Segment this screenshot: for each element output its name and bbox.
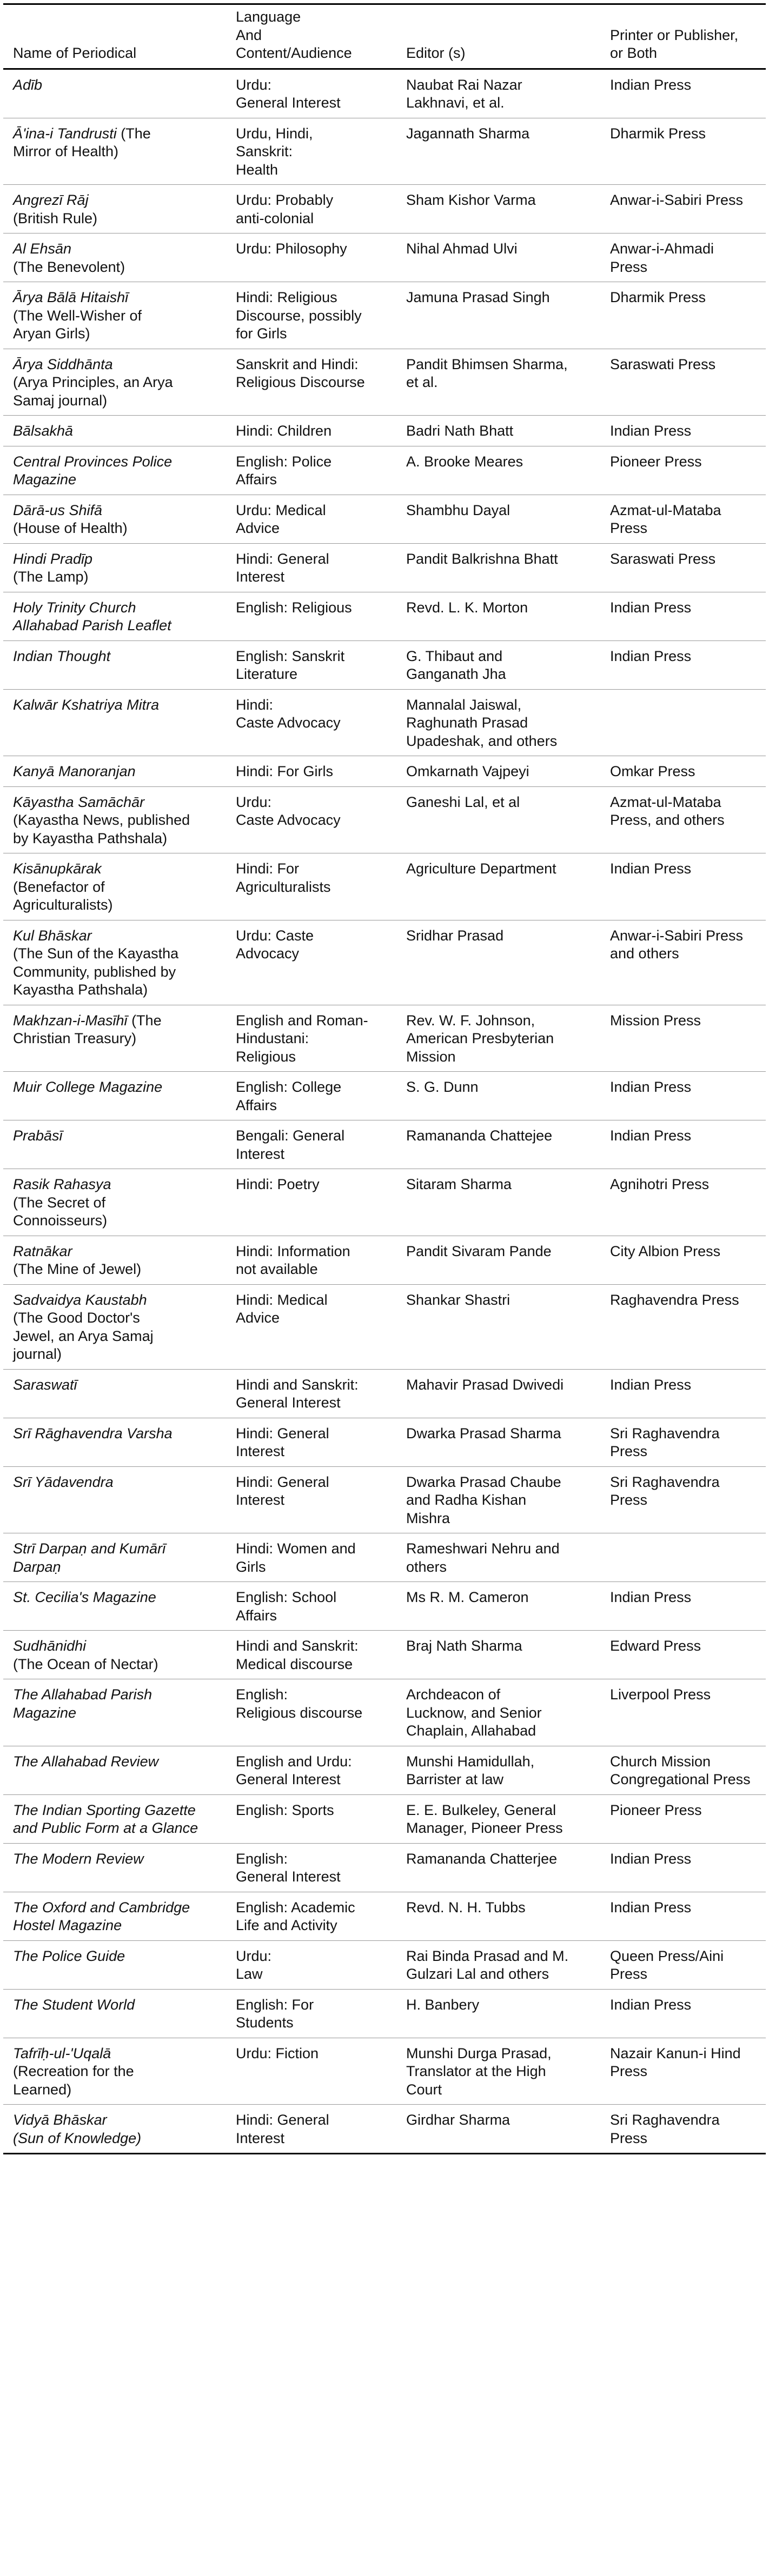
language-content-cell: Hindi: Poetry [226, 1169, 396, 1236]
periodical-name: Ārya Bālā Hitaishī [13, 289, 129, 305]
printer-publisher-cell: City Albion Press [600, 1236, 766, 1284]
printer-publisher-cell: Indian Press [600, 1892, 766, 1940]
periodical-name: Angrezī Rāj [13, 192, 89, 208]
periodical-name: Vidyā Bhāskar (Sun of Knowledge) [13, 2112, 142, 2146]
table-body [3, 69, 766, 2154]
editor-cell: Munshi Durga Prasad, Translator at the High Court [396, 2038, 600, 2105]
periodical-name-cell [3, 853, 226, 920]
periodical-name-cell [3, 118, 226, 185]
periodical-name: Strī Darpaṇ and Kumārī Darpaṇ [13, 1540, 166, 1575]
language-content-cell: Urdu, Hindi, Sanskrit: Health [226, 118, 396, 185]
language-content-cell: Hindi: For Girls [226, 756, 396, 787]
periodical-name-cell [3, 1466, 226, 1533]
periodical-name: Muir College Magazine [13, 1079, 163, 1095]
periodical-translation: (Kayastha News, published by Kayastha Pathshala) [13, 812, 190, 846]
language-content-cell: Urdu: Philosophy [226, 233, 396, 282]
printer-publisher-cell: Sri Raghavendra Press [600, 1466, 766, 1533]
table-row [3, 233, 766, 282]
periodical-name: Kāyastha Samāchār [13, 793, 145, 810]
table-row [3, 1892, 766, 1940]
language-content-cell: English: Religious [226, 592, 396, 640]
periodical-translation: (The Mirror of Health) [13, 125, 151, 159]
language-content-cell: Urdu: Fiction [226, 2038, 396, 2105]
periodical-name-cell [3, 920, 226, 1005]
table-row [3, 853, 766, 920]
printer-publisher-cell [600, 1533, 766, 1582]
printer-publisher-cell: Azmat-ul-Mataba Press [600, 495, 766, 543]
editor-cell: S. G. Dunn [396, 1072, 600, 1120]
language-content-cell: English: Police Affairs [226, 446, 396, 495]
language-content-cell: Urdu: Caste Advocacy [226, 786, 396, 853]
periodical-name-cell [3, 1940, 226, 1989]
printer-publisher-cell: Indian Press [600, 416, 766, 446]
editor-cell: Pandit Bhimsen Sharma, et al. [396, 349, 600, 416]
language-content-cell: Hindi: General Interest [226, 1466, 396, 1533]
printer-publisher-cell: Pioneer Press [600, 446, 766, 495]
periodical-name: Ratnākar [13, 1243, 72, 1259]
editor-cell: Dwarka Prasad Chaube and Radha Kishan Mishra [396, 1466, 600, 1533]
editor-cell: Naubat Rai Nazar Lakhnavi, et al. [396, 69, 600, 118]
editor-cell: Rev. W. F. Johnson, American Presbyterian Mission [396, 1005, 600, 1072]
language-content-cell: Hindi and Sanskrit: General Interest [226, 1369, 396, 1418]
language-content-cell: English: Sanskrit Literature [226, 640, 396, 689]
language-content-cell: English and Roman- Hindustani: Religious [226, 1005, 396, 1072]
printer-publisher-cell: Omkar Press [600, 756, 766, 787]
header-editors: Editor (s) [396, 4, 600, 69]
periodical-name-cell [3, 1843, 226, 1892]
table-row [3, 446, 766, 495]
editor-cell: E. E. Bulkeley, General Manager, Pioneer Press [396, 1794, 600, 1843]
language-content-cell: Urdu: Law [226, 1940, 396, 1989]
printer-publisher-cell: Anwar-i-Sabiri Press and others [600, 920, 766, 1005]
printer-publisher-cell: Saraswati Press [600, 543, 766, 592]
table-row [3, 1794, 766, 1843]
periodical-name-cell [3, 69, 226, 118]
periodical-translation: (The Ocean of Nectar) [13, 1656, 158, 1672]
language-content-cell: Urdu: Medical Advice [226, 495, 396, 543]
editor-cell: Rai Binda Prasad and M. Gulzari Lal and others [396, 1940, 600, 1989]
table-row [3, 1843, 766, 1892]
periodical-name: Indian Thought [13, 648, 111, 664]
periodical-name-cell [3, 2105, 226, 2154]
periodical-name: The Oxford and Cambridge Hostel Magazine [13, 1899, 190, 1933]
table-row [3, 1369, 766, 1418]
language-content-cell: English: For Students [226, 1989, 396, 2038]
language-content-cell: Hindi: General Interest [226, 1418, 396, 1466]
language-content-cell: Hindi: Women and Girls [226, 1533, 396, 1582]
periodical-name-cell [3, 1005, 226, 1072]
language-content-cell: English: College Affairs [226, 1072, 396, 1120]
table-row [3, 920, 766, 1005]
printer-publisher-cell: Agnihotri Press [600, 1169, 766, 1236]
table-row [3, 69, 766, 118]
editor-cell: Revd. L. K. Morton [396, 592, 600, 640]
periodical-name-cell [3, 1236, 226, 1284]
periodical-name: Dārā-us Shifā [13, 502, 103, 518]
language-content-cell: Bengali: General Interest [226, 1120, 396, 1169]
periodical-translation: (The Sun of the Kayastha Community, published by Kayastha Pathshala) [13, 945, 179, 998]
periodical-name: Al Ehsān [13, 241, 72, 257]
header-row [3, 4, 766, 69]
table-row [3, 2105, 766, 2154]
periodical-name-cell [3, 185, 226, 233]
editor-cell: Revd. N. H. Tubbs [396, 1892, 600, 1940]
periodical-name-cell [3, 1679, 226, 1746]
table-row [3, 416, 766, 446]
language-content-cell: English and Urdu: General Interest [226, 1746, 396, 1794]
language-content-cell: Hindi: Caste Advocacy [226, 689, 396, 756]
table-row [3, 1466, 766, 1533]
editor-cell: Pandit Sivaram Pande [396, 1236, 600, 1284]
language-content-cell: English: School Affairs [226, 1582, 396, 1631]
editor-cell: Nihal Ahmad Ulvi [396, 233, 600, 282]
periodical-name-cell [3, 282, 226, 349]
table-row [3, 349, 766, 416]
periodical-name-cell [3, 1418, 226, 1466]
editor-cell: H. Banbery [396, 1989, 600, 2038]
periodical-name: Hindi Pradīp [13, 550, 93, 567]
table-row [3, 543, 766, 592]
language-content-cell: Hindi: General Interest [226, 543, 396, 592]
language-content-cell: Hindi: Religious Discourse, possibly for Girls [226, 282, 396, 349]
periodical-name: Ārya Siddhānta [13, 356, 113, 372]
editor-cell: Badri Nath Bhatt [396, 416, 600, 446]
periodical-name: Makhzan-i-Masīhī [13, 1012, 128, 1029]
printer-publisher-cell: Queen Press/Aini Press [600, 1940, 766, 1989]
printer-publisher-cell: Mission Press [600, 1005, 766, 1072]
printer-publisher-cell [600, 689, 766, 756]
table-row [3, 1533, 766, 1582]
editor-cell: Jamuna Prasad Singh [396, 282, 600, 349]
printer-publisher-cell: Indian Press [600, 592, 766, 640]
editor-cell: Mannalal Jaiswal, Raghunath Prasad Upadeshak, and others [396, 689, 600, 756]
table-row [3, 118, 766, 185]
periodical-translation: (Benefactor of Agriculturalists) [13, 878, 113, 913]
periodical-name-cell [3, 786, 226, 853]
periodical-translation: (The Well-Wisher of Aryan Girls) [13, 307, 142, 342]
periodical-name: Saraswatī [13, 1376, 77, 1393]
printer-publisher-cell: Saraswati Press [600, 349, 766, 416]
printer-publisher-cell: Indian Press [600, 1989, 766, 2038]
periodical-name-cell [3, 1794, 226, 1843]
periodical-translation: (The Lamp) [13, 569, 89, 585]
editor-cell: Ramananda Chatterjee [396, 1843, 600, 1892]
table-row [3, 689, 766, 756]
periodical-translation: (The Secret of Connoisseurs) [13, 1194, 108, 1229]
editor-cell: Shankar Shastri [396, 1284, 600, 1369]
periodical-name: Bālsakhā [13, 423, 74, 439]
editor-cell: Shambhu Dayal [396, 495, 600, 543]
periodical-name-cell [3, 1582, 226, 1631]
language-content-cell: English: Sports [226, 1794, 396, 1843]
editor-cell: Sitaram Sharma [396, 1169, 600, 1236]
editor-cell: Agriculture Department [396, 853, 600, 920]
printer-publisher-cell: Dharmik Press [600, 282, 766, 349]
periodical-name-cell [3, 1369, 226, 1418]
periodical-name: The Allahabad Parish Magazine [13, 1686, 153, 1721]
periodical-name-cell [3, 2038, 226, 2105]
table-row [3, 1989, 766, 2038]
periodical-name: Tafrīḥ-ul-'Uqalā [13, 2045, 111, 2061]
printer-publisher-cell: Liverpool Press [600, 1679, 766, 1746]
periodical-name: Srī Yādavendra [13, 1473, 114, 1490]
language-content-cell: English: Religious discourse [226, 1679, 396, 1746]
printer-publisher-cell: Indian Press [600, 1072, 766, 1120]
table-row [3, 1679, 766, 1746]
printer-publisher-cell: Raghavendra Press [600, 1284, 766, 1369]
editor-cell: Sridhar Prasad [396, 920, 600, 1005]
periodical-name-cell [3, 349, 226, 416]
periodical-name: Kalwār Kshatriya Mitra [13, 696, 160, 713]
periodical-name: Sudhānidhi [13, 1638, 87, 1654]
editor-cell: Dwarka Prasad Sharma [396, 1418, 600, 1466]
table-row [3, 1940, 766, 1989]
table-header [3, 4, 766, 69]
periodical-name: St. Cecilia's Magazine [13, 1589, 156, 1605]
language-content-cell: Urdu: General Interest [226, 69, 396, 118]
printer-publisher-cell: Azmat-ul-Mataba Press, and others [600, 786, 766, 853]
editor-cell: Mahavir Prasad Dwivedi [396, 1369, 600, 1418]
periodical-name-cell [3, 416, 226, 446]
periodical-name-cell [3, 1892, 226, 1940]
table-row [3, 756, 766, 787]
periodical-name-cell [3, 1169, 226, 1236]
periodical-translation: (Recreation for the Learned) [13, 2063, 134, 2098]
table-row [3, 1746, 766, 1794]
periodical-name: Kanyā Manoranjan [13, 763, 136, 779]
editor-cell: Pandit Balkrishna Bhatt [396, 543, 600, 592]
periodical-name: Prabāsī [13, 1127, 63, 1144]
periodical-name: The Modern Review [13, 1850, 144, 1867]
periodical-name-cell [3, 592, 226, 640]
periodical-name: Kul Bhāskar [13, 927, 92, 944]
editor-cell: Ramananda Chattejee [396, 1120, 600, 1169]
editor-cell: Munshi Hamidullah, Barrister at law [396, 1746, 600, 1794]
periodical-name: The Allahabad Review [13, 1753, 159, 1770]
periodical-name: Rasik Rahasya [13, 1176, 111, 1192]
table-row [3, 1236, 766, 1284]
printer-publisher-cell: Indian Press [600, 69, 766, 118]
periodical-name-cell [3, 1533, 226, 1582]
periodical-translation: (Arya Principles, an Arya Samaj journal) [13, 374, 173, 409]
periodical-name-cell [3, 756, 226, 787]
printer-publisher-cell: Indian Press [600, 1843, 766, 1892]
periodical-name-cell [3, 1120, 226, 1169]
editor-cell: Omkarnath Vajpeyi [396, 756, 600, 787]
editor-cell: Sham Kishor Varma [396, 185, 600, 233]
header-printer-publisher: Printer or Publisher, or Both [600, 4, 766, 69]
periodical-name: Kisānupkārak [13, 860, 102, 877]
table-row [3, 495, 766, 543]
periodical-name-cell [3, 446, 226, 495]
printer-publisher-cell: Indian Press [600, 853, 766, 920]
printer-publisher-cell: Church Mission Congregational Press [600, 1746, 766, 1794]
header-name-of-periodical: Name of Periodical [3, 4, 226, 69]
periodical-name-cell [3, 640, 226, 689]
editor-cell: Ganeshi Lal, et al [396, 786, 600, 853]
table-row [3, 1284, 766, 1369]
periodical-name-cell [3, 1072, 226, 1120]
printer-publisher-cell: Dharmik Press [600, 118, 766, 185]
table-row [3, 1582, 766, 1631]
language-content-cell: English: General Interest [226, 1843, 396, 1892]
periodical-translation: (House of Health) [13, 520, 128, 536]
periodical-translation: (The Good Doctor's Jewel, an Arya Samaj journal) [13, 1310, 154, 1362]
table-row [3, 592, 766, 640]
language-content-cell: Hindi: Information not available [226, 1236, 396, 1284]
printer-publisher-cell: Indian Press [600, 1120, 766, 1169]
language-content-cell: English: Academic Life and Activity [226, 1892, 396, 1940]
printer-publisher-cell: Anwar-i-Sabiri Press [600, 185, 766, 233]
periodical-name-cell [3, 1746, 226, 1794]
language-content-cell: Sanskrit and Hindi: Religious Discourse [226, 349, 396, 416]
periodical-name: Holy Trinity Church Allahabad Parish Leaflet [13, 599, 171, 633]
periodical-name-cell [3, 495, 226, 543]
editor-cell: Ms R. M. Cameron [396, 1582, 600, 1631]
periodical-name: Central Provinces Police Magazine [13, 453, 173, 488]
table-row [3, 1005, 766, 1072]
editor-cell: Rameshwari Nehru and others [396, 1533, 600, 1582]
printer-publisher-cell: Sri Raghavendra Press [600, 1418, 766, 1466]
editor-cell: G. Thibaut and Ganganath Jha [396, 640, 600, 689]
language-content-cell: Hindi: General Interest [226, 2105, 396, 2154]
table-row [3, 1072, 766, 1120]
language-content-cell: Hindi and Sanskrit: Medical discourse [226, 1631, 396, 1679]
periodical-name-cell [3, 1989, 226, 2038]
table-row [3, 1631, 766, 1679]
periodical-name-cell [3, 1284, 226, 1369]
table-row [3, 282, 766, 349]
table-row [3, 1418, 766, 1466]
periodical-translation: (The Mine of Jewel) [13, 1261, 142, 1277]
table-row [3, 185, 766, 233]
periodical-name-cell [3, 233, 226, 282]
printer-publisher-cell: Anwar-i-Ahmadi Press [600, 233, 766, 282]
language-content-cell: Urdu: Probably anti-colonial [226, 185, 396, 233]
periodical-name: Sadvaidya Kaustabh [13, 1291, 147, 1308]
printer-publisher-cell: Indian Press [600, 1369, 766, 1418]
printer-publisher-cell: Edward Press [600, 1631, 766, 1679]
table-row [3, 1169, 766, 1236]
printer-publisher-cell: Sri Raghavendra Press [600, 2105, 766, 2154]
language-content-cell: Hindi: Medical Advice [226, 1284, 396, 1369]
printer-publisher-cell: Pioneer Press [600, 1794, 766, 1843]
table-row [3, 640, 766, 689]
language-content-cell: Hindi: Children [226, 416, 396, 446]
editor-cell: Archdeacon of Lucknow, and Senior Chaplain, Allahabad [396, 1679, 600, 1746]
periodical-name-cell [3, 689, 226, 756]
periodical-name: The Police Guide [13, 1947, 125, 1964]
printer-publisher-cell: Nazair Kanun-i Hind Press [600, 2038, 766, 2105]
periodical-translation: (The Benevolent) [13, 258, 125, 275]
periodicals-table [3, 3, 766, 2154]
periodical-name: Srī Rāghavendra Varsha [13, 1425, 173, 1442]
periodical-name: Ā'ina-i Tandrusti [13, 125, 117, 142]
periodical-name-cell [3, 1631, 226, 1679]
header-language-content-audience: Language And Content/Audience [226, 4, 396, 69]
periodical-name: Adīb [13, 76, 43, 93]
periodical-name: The Indian Sporting Gazette and Public Form at a Glance [13, 1801, 198, 1836]
editor-cell: Jagannath Sharma [396, 118, 600, 185]
periodical-translation: (British Rule) [13, 210, 98, 226]
periodical-name-cell [3, 543, 226, 592]
table-row [3, 1120, 766, 1169]
printer-publisher-cell: Indian Press [600, 640, 766, 689]
language-content-cell: Hindi: For Agriculturalists [226, 853, 396, 920]
editor-cell: Braj Nath Sharma [396, 1631, 600, 1679]
periodical-translation: (The Christian Treasury) [13, 1012, 162, 1046]
language-content-cell: Urdu: Caste Advocacy [226, 920, 396, 1005]
printer-publisher-cell: Indian Press [600, 1582, 766, 1631]
table-row [3, 2038, 766, 2105]
table-row [3, 786, 766, 853]
periodical-name: The Student World [13, 1996, 135, 2013]
editor-cell: A. Brooke Meares [396, 446, 600, 495]
editor-cell: Girdhar Sharma [396, 2105, 600, 2154]
